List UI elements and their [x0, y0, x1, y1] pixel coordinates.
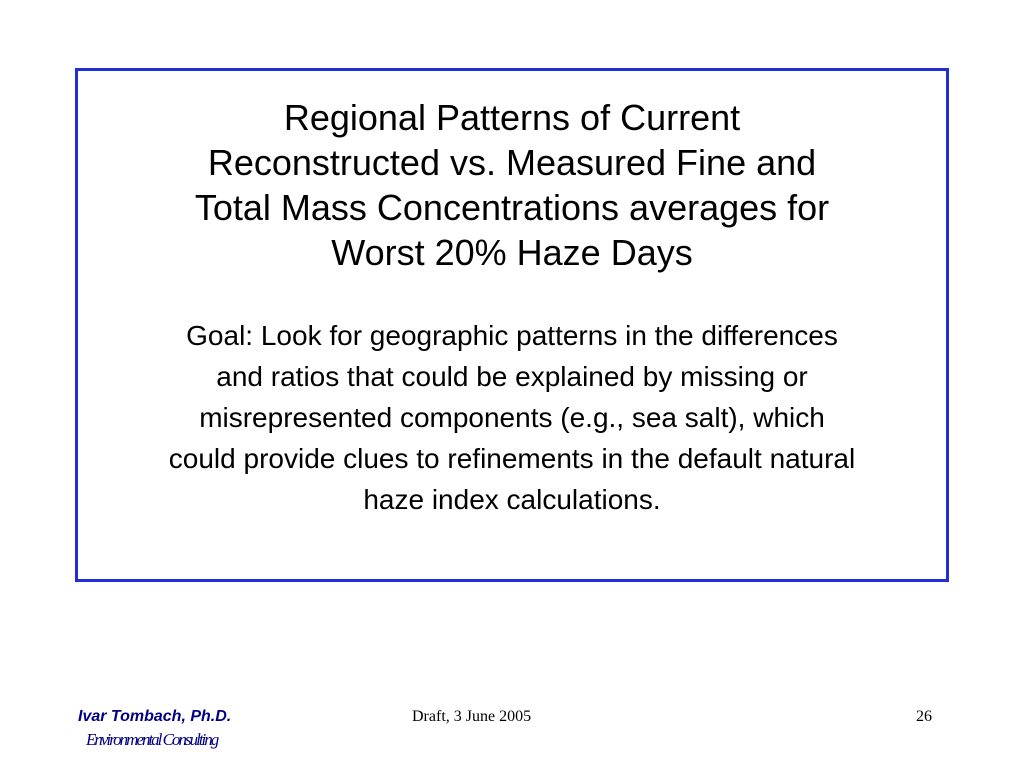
footer-draft-date: Draft, 3 June 2005	[412, 708, 532, 725]
slide-title	[88, 95, 936, 275]
footer-author: Ivar Tombach, Ph.D.	[78, 708, 232, 725]
title-line: Total Mass Concentrations averages for	[194, 187, 830, 228]
goal-line: Goal: Look for geographic patterns in the differences	[186, 320, 838, 351]
goal-line: and ratios that could be explained by missing or	[216, 361, 808, 392]
footer-organization: Environmental Consulting	[86, 730, 218, 749]
page-number: 26	[916, 708, 932, 725]
title-line: Reconstructed vs. Measured Fine and	[207, 142, 817, 183]
title-line: Regional Patterns of Current	[283, 97, 741, 138]
goal-line: misrepresented components (e.g., sea salt), which	[199, 402, 825, 433]
goal-text	[84, 315, 940, 520]
goal-line: haze index calculations.	[363, 484, 661, 515]
content-box	[75, 68, 949, 582]
title-line: Worst 20% Haze Days	[331, 232, 693, 273]
goal-line: could provide clues to refinements in the default natural	[168, 443, 856, 474]
